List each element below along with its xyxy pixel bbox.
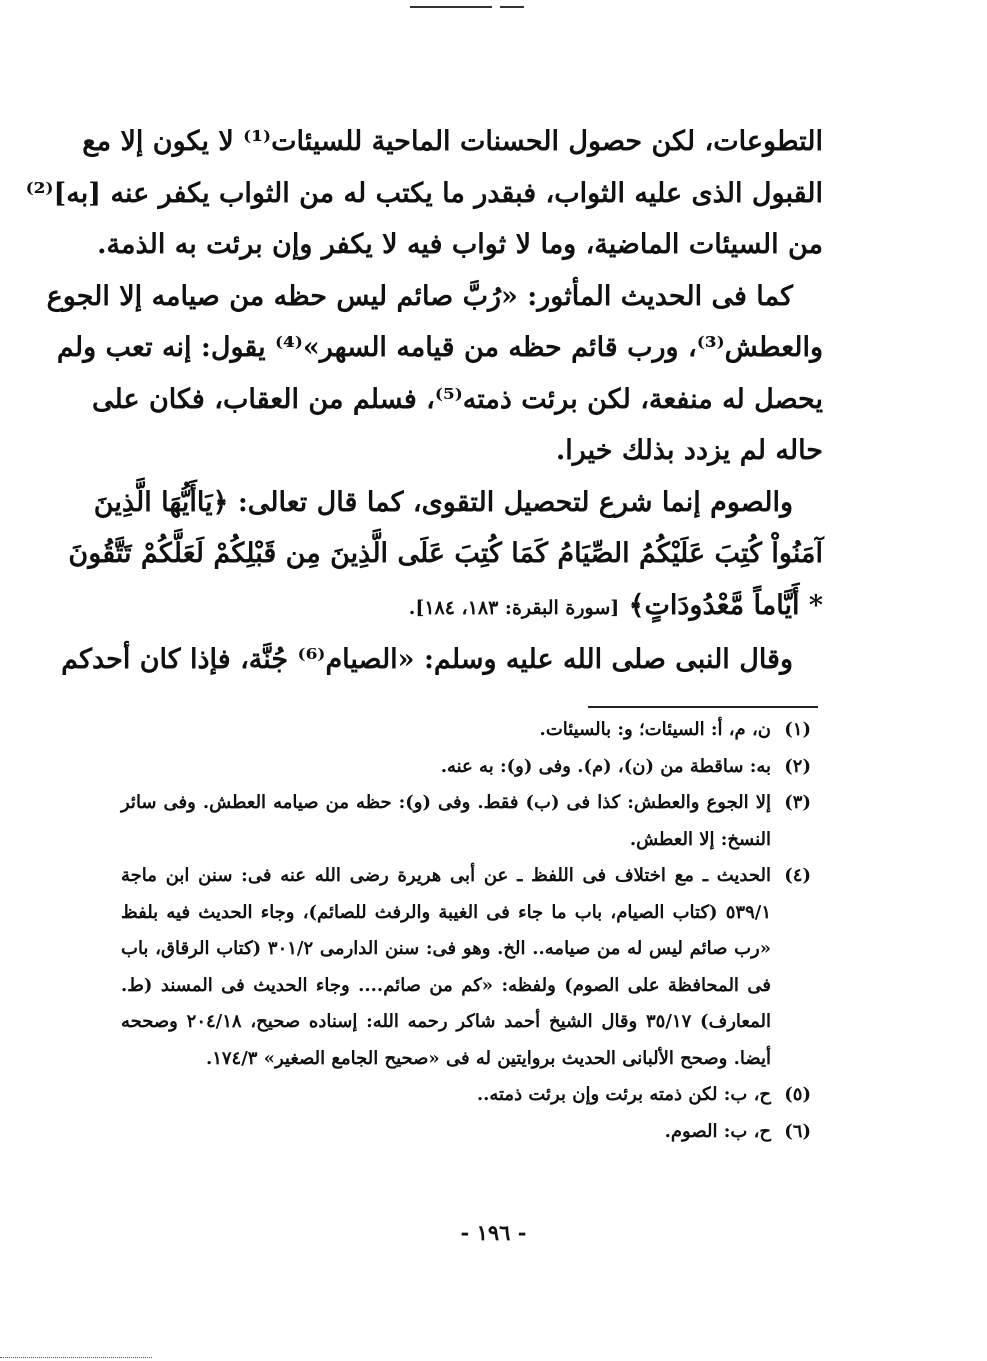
footnotes xyxy=(121,712,811,1150)
text-line: كما فى الحديث المأثور: «رُبَّ صائم ليس حظه من صيامه إلا الجوع xyxy=(46,280,793,312)
footnote-text: الحديث ـ مع اختلاف فى اللفظ ـ عن أبى هريرة رضى الله عنه فى: سنن ابن ماجة ٥٣٩/١ (كتاب الصيام، باب ما جاء فى الغيبة والرفث للصائم)، وجاء الحديث فيه بلفظ «رب صائم ليس له من صيامه.. الخ. وهو فى: سنن الدارمى ٣٠١/٢ (كتاب الرقاق، باب فى المحافظة على الصوم) ولفظه: «كم من صائم.... وجاء الحديث فى المسند (ط. المعارف) ٣٥/١٧ وقال الشيخ أحمد شاكر رحمه الله: إسناده صحيح، ٢٠٤/١٨ وصححه أيضا. وصحح الألبانى الحديث بروايتين له فى «صحيح الجامع الصغير» ١٧٤/٣. xyxy=(121,865,772,1069)
footnote-text: ن، م، أ: السيئات؛ و: بالسيئات. xyxy=(539,719,771,740)
text-line: وقال النبى صلى الله عليه وسلم: «الصيام⁽⁶⁾ جُنَّة، فإذا كان أحدكم xyxy=(61,644,793,675)
footnote-number: (٢) xyxy=(784,755,811,777)
footnote-item xyxy=(121,1077,811,1114)
footnote-text: به: ساقطة من (ن)، (م). وفى (و): به عنه. xyxy=(440,755,771,777)
footnote-number: (٦) xyxy=(784,1120,811,1142)
footnote-text: إلا الجوع والعطش: كذا فى (ب) فقط. وفى (و): حظه من صيامه العطش. وفى سائر النسخ: إلا العطش. xyxy=(121,792,771,850)
top-decorative-rule-short xyxy=(500,6,524,8)
text-line: يحصل له منفعة، لكن برئت ذمته⁽⁵⁾، فسلم من العقاب، فكان على xyxy=(92,383,823,415)
top-decorative-rule xyxy=(410,6,492,8)
footnote-number: (٤) xyxy=(784,865,811,886)
footnote-item xyxy=(121,858,811,1077)
footnote-text: ح، ب: لكن ذمته برئت وإن برئت ذمته.. xyxy=(476,1084,771,1105)
page-number: - ١٩٦ - xyxy=(460,1220,527,1245)
footnote-number: (٥) xyxy=(784,1084,811,1105)
footnote-separator xyxy=(588,706,818,708)
footnote-item xyxy=(121,712,811,749)
verse-text: * أَيَّاماً مَّعْدُودَاتٍ﴾ xyxy=(628,589,823,621)
text-line: من السيئات الماضية، وما لا ثواب فيه لا يكفر وإن برئت به الذمة. xyxy=(97,229,823,260)
text-line-verse-end xyxy=(129,580,823,635)
footnote-item xyxy=(121,785,811,858)
text-line: حاله لم يزدد بذلك خيرا. xyxy=(555,435,823,466)
footnote-number: (١) xyxy=(784,719,811,740)
bottom-scan-edge xyxy=(0,1357,152,1358)
footnote-number: (٣) xyxy=(784,792,811,813)
text-line-verse: والصوم إنما شرع لتحصيل التقوى، كما قال تعالى: ﴿يَاأَيُّهَا الَّذِينَ xyxy=(93,486,793,518)
text-line: التطوعات، لكن حصول الحسنات الماحية للسيئات⁽¹⁾ لا يكون إلا مع xyxy=(82,126,823,157)
text-line-verse: آمَنُواْ كُتِبَ عَلَيْكُمُ الصِّيَامُ كَمَا كُتِبَ عَلَى الَّذِينَ مِن قَبْلِكُمْ لَعَلَّكُمْ تَتَّقُونَ xyxy=(68,538,823,569)
footnote-text: ح، ب: الصوم. xyxy=(664,1120,771,1142)
text-line: القبول الذى عليه الثواب، فبقدر ما يكتب له من الثواب يكفر عنه [به]⁽²⁾ xyxy=(25,177,823,209)
main-text xyxy=(25,116,823,686)
verse-citation: [سورة البقرة: ١٨٣، ١٨٤]. xyxy=(408,596,620,619)
text-line: والعطش⁽³⁾، ورب قائم حظه من قيامه السهر»⁽⁴⁾ يقول: إنه تعب ولم xyxy=(56,332,823,363)
footnote-item xyxy=(121,1114,811,1151)
footnote-item xyxy=(121,749,811,786)
